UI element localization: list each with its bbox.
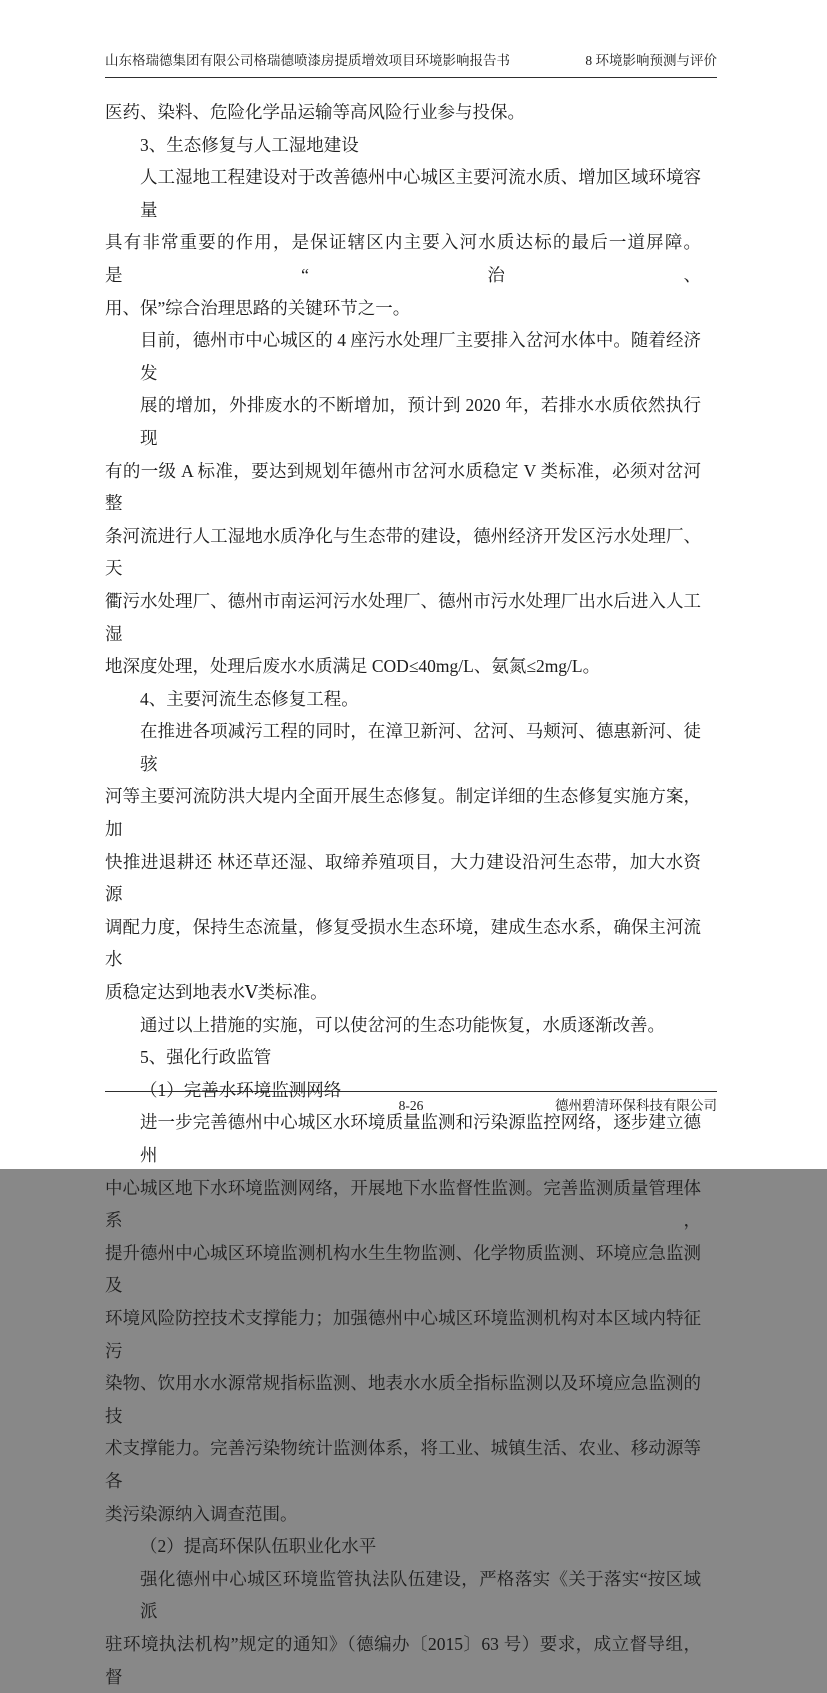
document-body xyxy=(105,96,701,1693)
body-line: 强化德州中心城区环境监管执法队伍建设，严格落实《关于落实“按区域派 xyxy=(140,1568,701,1622)
footer-company-name: 德州碧清环保科技有限公司 xyxy=(555,1098,717,1113)
page-number: 8-26 xyxy=(398,1098,424,1113)
body-line: 染物、饮用水水源常规指标监测、地表水水质全指标监测以及环境应急监测的技 xyxy=(105,1373,701,1426)
body-line: 河等主要河流防洪大堤内全面开展生态修复。制定详细的生态修复实施方案，加 xyxy=(105,786,701,840)
body-line: 质稳定达到地表水Ⅴ类标准。 xyxy=(105,982,328,1003)
body-line: 地深度处理，处理后废水水质满足 COD≤40mg/L、氨氮≤2mg/L。 xyxy=(105,656,601,677)
body-line: 具有非常重要的作用，是保证辖区内主要入河水质达标的最后一道屏障。是“治、 xyxy=(105,232,701,285)
body-line: 中心城区地下水环境监测网络，开展地下水监督性监测。完善监测质量管理体系， xyxy=(105,1177,701,1231)
body-line: 快推进退耕还 林还草还湿、取缔养殖项目，大力建设沿河生态带，加大水资源 xyxy=(105,851,701,905)
page-header xyxy=(105,52,717,70)
body-line: 提升德州中心城区环境监测机构水生生物监测、化学物质监测、环境应急监测及 xyxy=(105,1242,701,1296)
body-line: 目前，德州市中心城区的 4 座污水处理厂主要排入岔河水体中。随着经济发 xyxy=(140,330,701,383)
header-report-title: 山东格瑞德集团有限公司格瑞德喷漆房提质增效项目环境影响报告书 xyxy=(105,53,510,68)
body-line: 进一步完善德州中心城区水环境质量监测和污染源监控网络，逐步建立德州 xyxy=(140,1112,701,1165)
body-line: 类污染源纳入调查范围。 xyxy=(105,1503,298,1524)
body-line: 展的增加，外排废水的不断增加，预计到 2020 年，若排水水质依然执行现 xyxy=(140,395,701,448)
body-line: 3、生态修复与人工湿地建设 xyxy=(140,134,359,155)
body-line: 条河流进行人工湿地水质净化与生态带的建设，德州经济开发区污水处理厂、天 xyxy=(105,525,701,579)
header-divider-line xyxy=(105,77,717,78)
body-line: 人工湿地工程建设对于改善德州中心城区主要河流水质、增加区域环境容量 xyxy=(140,167,701,220)
body-line: 医药、染料、危险化学品运输等高风险行业参与投保。 xyxy=(105,102,525,122)
body-line: 驻环境执法机构”规定的通知》（德编办〔2015〕63 号）要求，成立督导组，督 xyxy=(105,1633,701,1687)
body-line: 环境风险防控技术支撑能力；加强德州中心城区环境监测机构对本区域内特征污 xyxy=(105,1307,701,1361)
body-line: 调配力度，保持生态流量，修复受损水生态环境，建成生态水系，确保主河流水 xyxy=(105,916,701,970)
body-line: 4、主要河流生态修复工程。 xyxy=(140,688,359,709)
body-line: 有的一级 A 标准，要达到规划年德州市岔河水质稳定 V 类标准，必须对岔河整 xyxy=(105,460,701,514)
body-line: 衢污水处理厂、德州市南运河污水处理厂、德州市污水处理厂出水后进入人工湿 xyxy=(105,590,701,644)
body-line: 通过以上措施的实施，可以使岔河的生态功能恢复，水质逐渐改善。 xyxy=(140,1014,665,1035)
body-line: （2）提高环保队伍职业化水平 xyxy=(140,1536,377,1557)
header-chapter-label: 8 环境影响预测与评价 xyxy=(585,53,717,68)
body-line: （1）完善水环境监测网络 xyxy=(140,1079,342,1100)
body-line: 用、保”综合治理思路的关键环节之一。 xyxy=(105,297,411,318)
body-line: 术支撑能力。完善污染物统计监测体系，将工业、城镇生活、农业、移动源等各 xyxy=(105,1438,701,1491)
body-line: 在推进各项减污工程的同时，在漳卫新河、岔河、马颊河、德惠新河、徒骇 xyxy=(140,721,701,774)
body-line: 5、强化行政监管 xyxy=(140,1047,272,1068)
footer-divider-line xyxy=(105,1091,717,1092)
